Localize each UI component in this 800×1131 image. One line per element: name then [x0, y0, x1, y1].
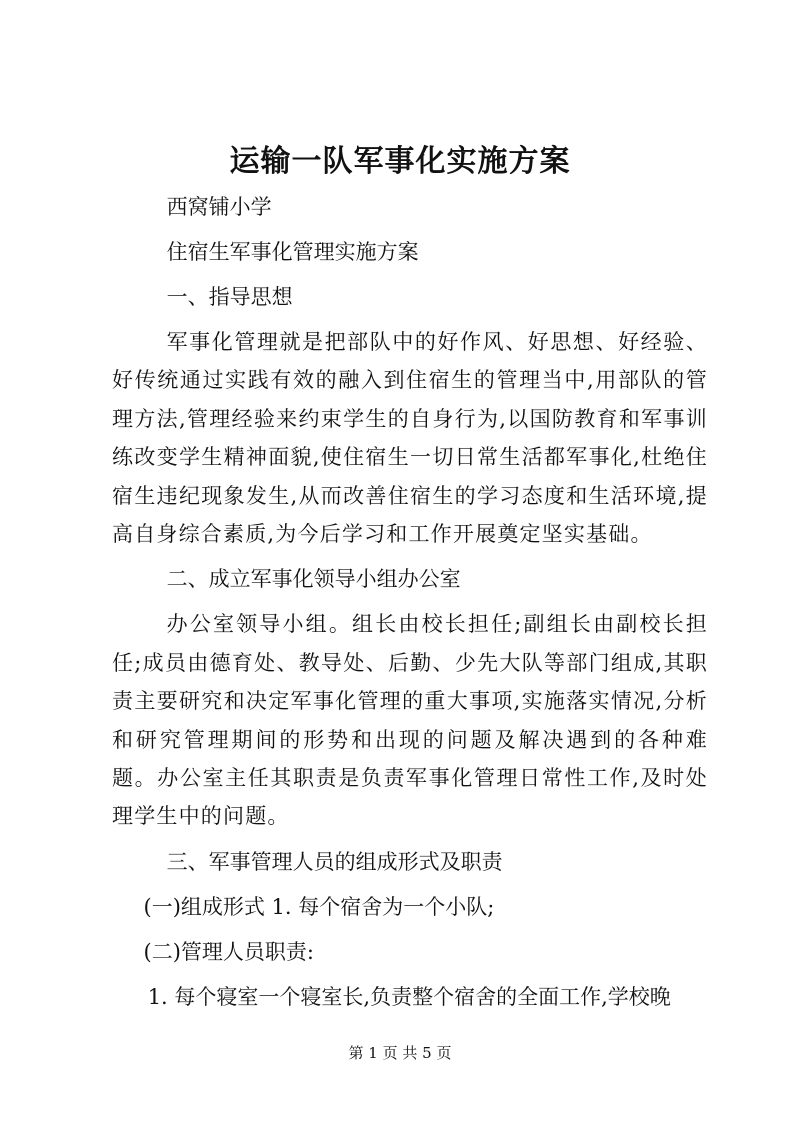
school-name: 西窝铺小学: [166, 195, 272, 219]
section-heading-3: 三、军事管理人员的组成形式及职责: [166, 849, 503, 874]
section-1-paragraph: 军事化管理就是把部队中的好作风、好思想、好经验、好传统通过实践有效的融入到住宿生的管理当中,用部队的管理方法,管理经验来约束学生的自身行为,以国防教育和军事训练改变学生精神面貌,使住宿生一切日常生活都军事化,杜绝住宿生违纪现象发生,从而改善住宿生的学习态度和生活环境,提高自身综合素质,为今后学习和工作开展奠定坚实基础。: [112, 330, 708, 547]
document-body: [112, 188, 708, 1023]
page-footer: 第 1 页 共 5 页: [348, 1044, 452, 1062]
section-2-paragraph: 办公室领导小组。组长由校长担任;副组长由副校长担任;成员由德育处、教导处、后勤、少先大队等部门组成,其职责主要研究和决定军事化管理的重大事项,实施落实情况,分析和研究管理期间的形势和出现的问题及解决遇到的各种难题。办公室主任其职责是负责军事化管理日常性工作,及时处理学生中的问题。: [112, 612, 708, 829]
list-item-1: 1. 每个寝室一个寝室长,负责整个宿舍的全面工作,学校晚: [147, 984, 671, 1009]
plan-subtitle: 住宿生军事化管理实施方案: [166, 240, 419, 264]
document-title: 运输一队军事化实施方案: [229, 144, 571, 179]
subsection-1: (一)组成形式 1. 每个宿舍为一个小队;: [143, 894, 495, 919]
section-heading-1: 一、指导思想: [166, 285, 293, 309]
subsection-2: (二)管理人员职责:: [143, 939, 314, 964]
section-heading-2: 二、成立军事化领导小组办公室: [166, 567, 461, 592]
